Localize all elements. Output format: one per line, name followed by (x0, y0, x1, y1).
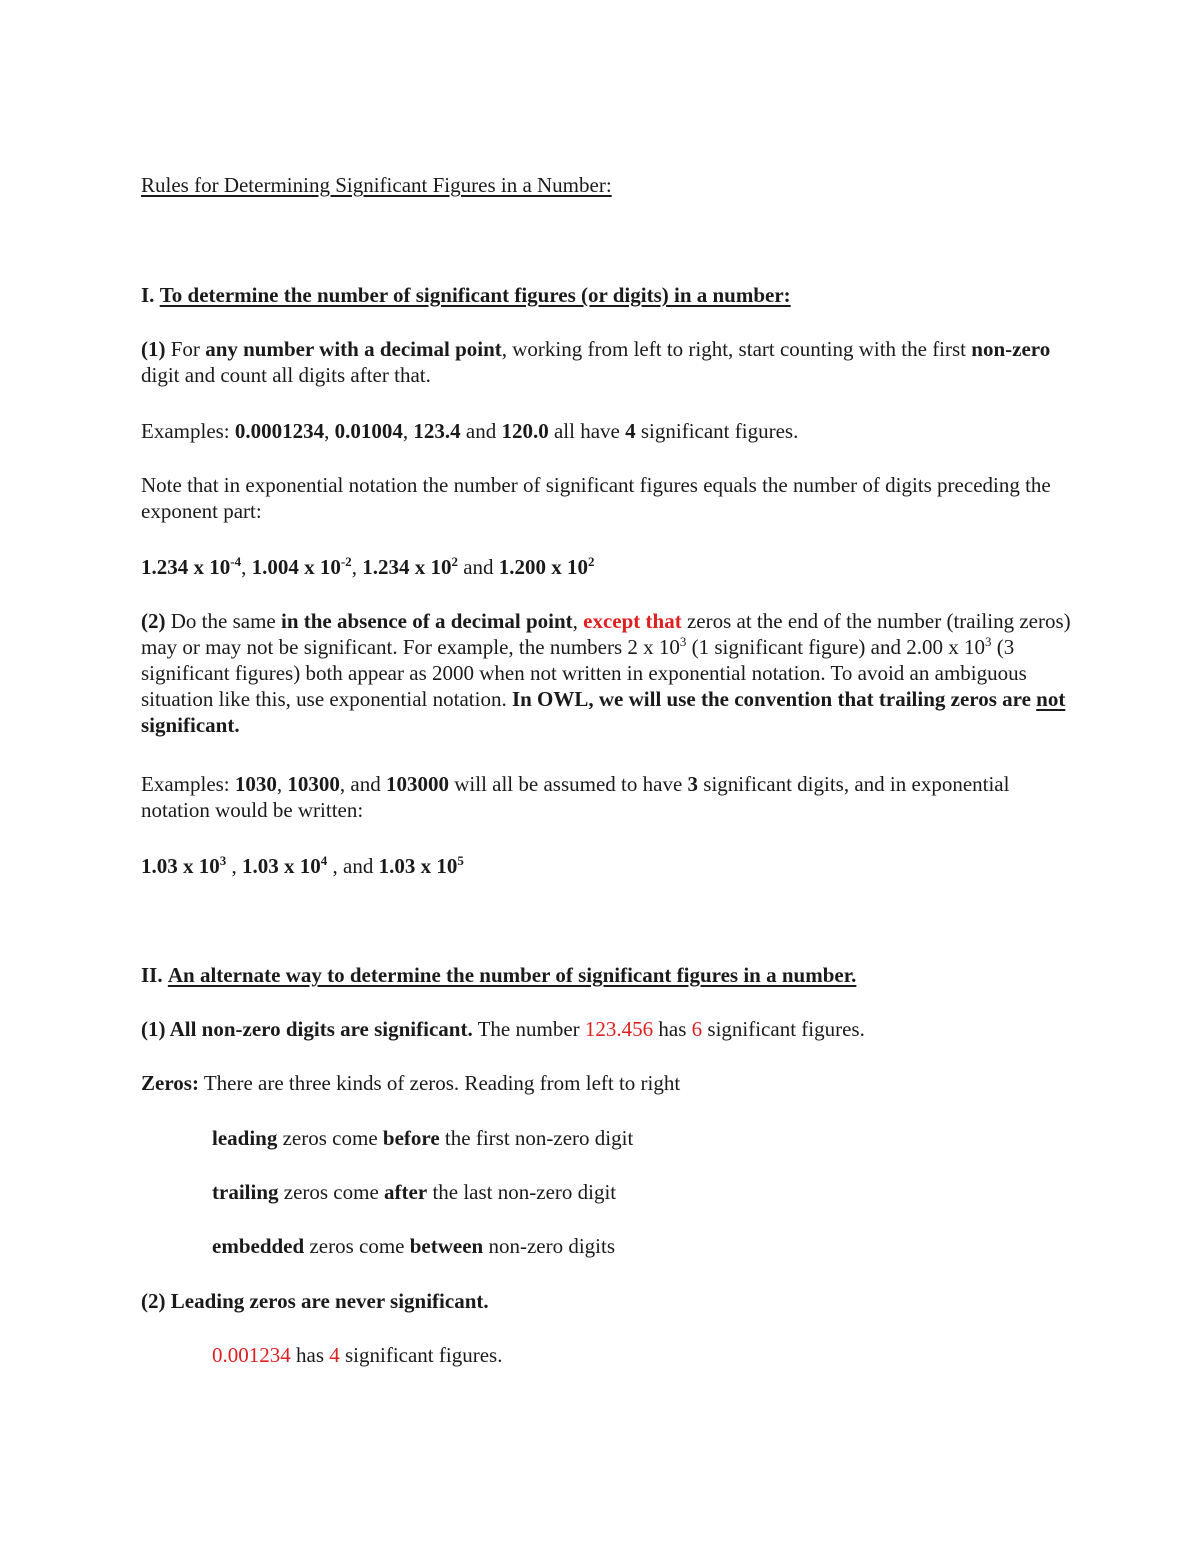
section-1-rule-2: (2) Do the same in the absence of a decimal point, except that zeros at the end of the number (trailing zeros) may or may not be significant. For example, the numbers 2 x $10^3$ (1 significant figure) and 2.00 x $10^3$ (3 significant figures) both appear as 2000 when not written in exponential notation. To avoid an ambiguous situation like this, use exponential notation. In OWL, we will use the convention that trailing zeros are not significant. (141, 609, 1071, 737)
exponential-examples-1: 1.234 x $10^{-4}$, 1.004 x $10^{-2}$, 1.234 x $10^2$ and 1.200 x $10^2$ (141, 554, 595, 579)
document-title: Rules for Determining Significant Figures in a Number: (141, 173, 612, 197)
zero-kind-leading: leading zeros come before the first non-zero digit (212, 1126, 634, 1150)
zero-kind-embedded: embedded zeros come between non-zero digits (212, 1234, 616, 1258)
exponential-examples-2: 1.03 x $10^3$ , 1.03 x $10^4$ , and 1.03 x $10^5$ (141, 853, 464, 878)
exponential-note: Note that in exponential notation the number of significant figures equals the number of digits preceding the exponent part: (141, 473, 1051, 523)
section-2-rule-1: (1) All non-zero digits are significant. The number 123.456 has 6 significant figures. (141, 1017, 865, 1041)
section-2-heading: II. An alternate way to determine the number of significant figures in a number. (141, 963, 857, 987)
zero-kind-trailing: trailing zeros come after the last non-zero digit (212, 1180, 617, 1204)
section-2-rule-2: (2) Leading zeros are never significant. (141, 1289, 489, 1313)
zeros-intro: Zeros: There are three kinds of zeros. Reading from left to right (141, 1071, 681, 1095)
section-1-rule-1: (1) For any number with a decimal point, working from left to right, start counting with the first non-zero digit and count all digits after that. (141, 337, 1051, 387)
section-1-heading: I. To determine the number of significant figures (or digits) in a number: (141, 283, 791, 307)
section-1-examples-1: Examples: 0.0001234, 0.01004, 123.4 and 120.0 all have 4 significant figures. (141, 419, 799, 443)
section-1-examples-2: Examples: 1030, 10300, and 103000 will all be assumed to have 3 significant digits, and in exponential notation would be written: (141, 772, 1010, 822)
leading-zero-example: 0.001234 has 4 significant figures. (212, 1343, 503, 1367)
